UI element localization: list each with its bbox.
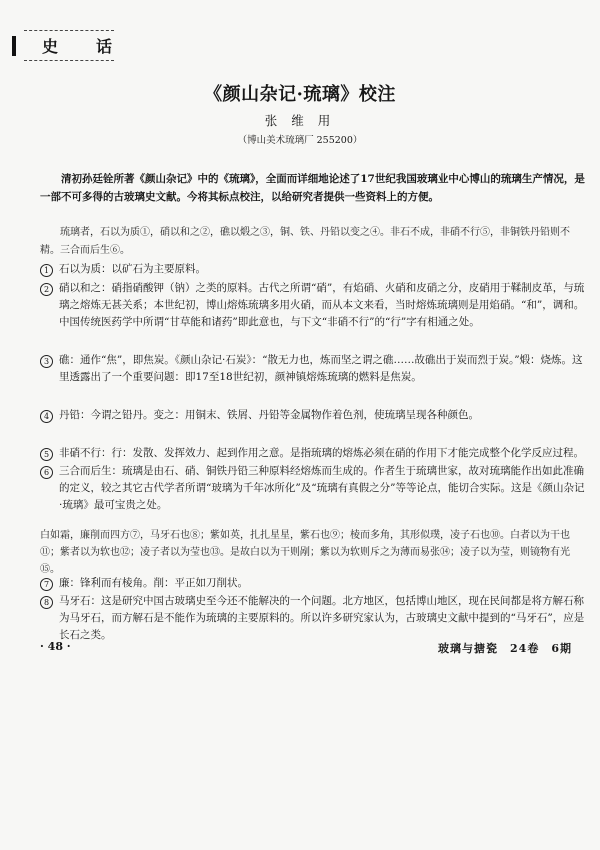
source-text-1: 琉璃者，石以为质①，硝以和之②，礁以煅之③，铜、铁、丹铅以变之④。非石不成，非硝不行⑤，非铜铁丹铅则不精。三合而后生⑥。 <box>40 227 570 256</box>
note-7 <box>40 575 585 592</box>
note-text-2: 硝以和之：硝指硝酸钾（钠）之类的原料。古代之所谓“硝”，有焰硝、火硝和皮硝之分，皮硝用于鞣制皮革，与琉璃之熔炼无甚关系；本世纪初，博山熔炼琉璃多用火硝，而从本文来看，当时熔炼琉璃则是用焰硝。“和”，调和。中国传统医药学中所谓“甘草能和诸药”即此意也，与下文“非硝不行”的“行”字有相通之处。 <box>59 282 585 328</box>
page-number: · 48 · <box>40 640 71 653</box>
journal-info: 玻璃与搪瓷 24卷 6期 <box>438 642 572 655</box>
note-2 <box>40 280 585 331</box>
article-author: 张 维 用 <box>264 113 336 128</box>
note-number-7: 7 <box>40 578 53 591</box>
article-title: 《颜山杂记·琉璃》校注 <box>204 84 396 105</box>
header-rule-bottom <box>24 60 114 61</box>
note-5 <box>40 445 585 462</box>
note-3 <box>40 352 585 386</box>
source-text-2: 白如霜，廉削而四方⑦，马牙石也⑧；紫如英，扎扎星星，紫石也⑨；棱而多角，其形似璞，凌子石也⑩。白者以为干也⑪；紫者以为软也⑫；凌子者以为莹也⑬。是故白以为干则剐；紫以为软则斥之为薄而易张⑭；凌子以为莹，则镜物有光⑮。 <box>40 530 570 575</box>
note-8 <box>40 593 585 644</box>
header-rule-top <box>24 30 114 31</box>
note-number-5: 5 <box>40 448 53 461</box>
note-text-4: 丹铅：今谓之铅丹。变之：用铜末、铁屑、丹铅等金属物作着色剂，使琉璃呈现各种颜色。 <box>59 409 479 421</box>
note-number-3: 3 <box>40 355 53 368</box>
note-text-7: 廉：锋利而有棱角。削：平正如刀削状。 <box>59 577 248 589</box>
note-number-1: 1 <box>40 264 53 277</box>
note-text-5: 非硝不行：行：发散、发挥效力、起到作用之意。是指琉璃的熔炼必须在硝的作用下才能完成整个化学反应过程。 <box>59 447 584 459</box>
note-4 <box>40 407 585 424</box>
author-affiliation: （博山美术琉璃厂 255200） <box>237 135 363 146</box>
note-number-8: 8 <box>40 596 53 609</box>
note-number-4: 4 <box>40 410 53 423</box>
note-6 <box>40 463 585 514</box>
note-number-6: 6 <box>40 466 53 479</box>
note-number-2: 2 <box>40 283 53 296</box>
note-text-1: 石以为质：以矿石为主要原料。 <box>59 263 206 275</box>
section-char-1: 史 <box>42 37 59 56</box>
abstract: 清初孙廷铨所著《颜山杂记》中的《琉璃》，全面而详细地论述了17世纪我国玻璃业中心博山的琉璃生产情况，是一部不可多得的古玻璃史文献。今将其标点校注，以给研究者提供一些资料上的方便。 <box>40 173 585 203</box>
note-1 <box>40 261 585 278</box>
note-text-8: 马牙石：这是研究中国古玻璃史至今还不能解决的一个问题。北方地区，包括博山地区，现在民间都是将方解石称为马牙石，而方解石是不能作为琉璃的主要原料的。所以许多研究家认为，古玻璃史文献中提到的“马牙石”，应是长石之类。 <box>59 595 585 641</box>
note-text-6: 三合而后生：琉璃是由石、硝、铜铁丹铅三种原料经熔炼而生成的。作者生于琉璃世家，故对琉璃能作出如此准确的定义，较之其它古代学者所谓“玻璃为千年冰所化”及“琉璃有真假之分”等等论点，能切合实际。这是《颜山杂记·琉璃》最可宝贵之处。 <box>59 465 585 511</box>
section-marker-bar <box>12 36 16 56</box>
section-char-2: 话 <box>96 37 113 56</box>
note-text-3: 礁：通作“焦”，即焦炭。《颜山杂记·石炭》：“散无力也，炼而坚之谓之礁……故礁出于炭而烈于炭。”煅：烧炼。这里透露出了一个重要问题：即17至18世纪初，颜神镇熔炼琉璃的燃料是焦炭。 <box>59 354 583 383</box>
